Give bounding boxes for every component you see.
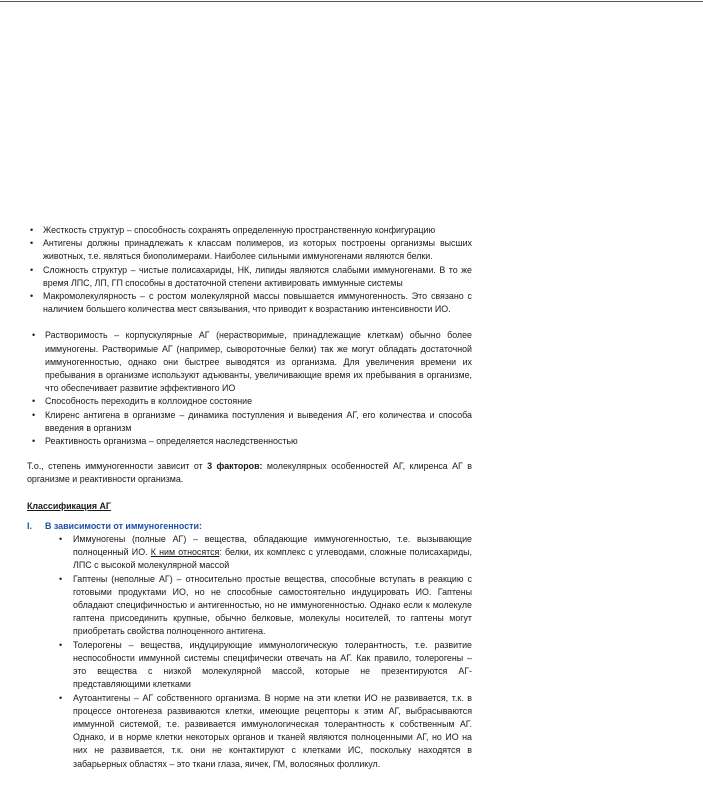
list-item: • Антигены должны принадлежать к классам полимеров, из которых построены организмы высших животных, т.е. являться биополимерами. Наиболее сильными иммуногенами являются белки. bbox=[27, 237, 472, 263]
list-item: • Гаптены (неполные АГ) – относительно простые вещества, способные вступать в реакцию с готовыми продуктами ИО, но не способные самостоятельно индуцировать ИО. Гаптены обладают специфичностью и антигенностью, но не иммуногенностью. Однако если к молекуле гаптена присоединить крупные, обычно белковые, молекулы носителей, то гаптены могут приобретать свойства полноценного антигена. bbox=[59, 573, 472, 639]
antigen-properties-list bbox=[27, 224, 472, 316]
summary-paragraph bbox=[27, 460, 472, 486]
organism-factors-list bbox=[27, 329, 472, 448]
list-item: • Реактивность организма – определяется наследственностью bbox=[29, 435, 472, 448]
section-number: I. bbox=[27, 520, 32, 531]
list-item bbox=[59, 533, 472, 573]
list-item: • Растворимость – корпускулярные АГ (нерастворимые, принадлежащие клеткам) обычно более иммуногены. Растворимые АГ (например, сывороточные белки) так же могут обладать достаточной иммуногенностью, однако они быстрее выводятся из организма. Для увеличения времени их пребывания в организме используют адъюванты, увеличивающие время их пребывания в организме, что обеспечивает развитие эффективного ИО bbox=[29, 329, 472, 395]
list-item: • Толерогены – вещества, индуцирующие иммунологическую толерантность, т.е. развитие неспособности иммунной системы специфически отвечать на АГ. Как правило, толерогены – это вещества с низкой молекулярной массой, которые не презентируются АГ-представляющими клетками bbox=[59, 639, 472, 692]
list-item: • Клиренс антигена в организме – динамика поступления и выведения АГ, его количества и способа введения в организм bbox=[29, 409, 472, 435]
list-item: • Жесткость структур – способность сохранять определенную пространственную конфигурацию bbox=[27, 224, 472, 237]
summary-bold: 3 факторов: bbox=[207, 461, 263, 472]
summary-after: молекулярных особенностей АГ, клиренса АГ в организме и реактивности организма. bbox=[27, 461, 472, 485]
top-border-line bbox=[0, 1, 703, 2]
classification-title: Классификация АГ bbox=[27, 500, 111, 511]
document-page bbox=[27, 224, 472, 771]
list-item: • Способность переходить в коллоидное состояние bbox=[29, 395, 472, 408]
list-item: • Аутоантигены – АГ собственного организма. В норме на эти клетки ИО не развивается, т.к. в процессе онтогенеза развиваются клетки, имеющие рецепторы к этим АГ, выбрасываются иммунной системой, т.е. развивается иммунологическая толерантность к собственным АГ. Однако, и в норме клетки некоторых органов и тканей являются полноценными АГ, но ИО на них не развивается, т.к. они не контактируют с клетками ИС, поскольку находятся в забарьерных областях – это ткани глаза, яичек, ГМ, волосяных фолликул. bbox=[59, 692, 472, 771]
item1-post: : белки, их комплекс с углеводами, сложные полисахариды, ЛПС с высокой молекулярной массой bbox=[73, 547, 472, 571]
item1-underlined: К ним относятся bbox=[150, 547, 220, 558]
immunogenicity-classes-list bbox=[27, 533, 472, 771]
list-item: • Сложность структур – чистые полисахариды, НК, липиды являются слабыми иммуногенами. В то же время ЛПС, ЛП, ГП способны в достаточной степени активировать иммунные системы bbox=[27, 264, 472, 290]
item1-pre: Иммуногены (полные АГ) – вещества, обладающие иммуногенностью, т.е. вызывающие полноценный ИО. bbox=[73, 534, 472, 558]
summary-before: Т.о., степень иммуногенности зависит от bbox=[27, 461, 208, 472]
list-item: • Макромолекулярность – с ростом молекулярной массы повышается иммуногенность. Это связано с наличием большего количества мест связывания, что приводит к возрастанию интенсивности ИО. bbox=[27, 290, 472, 316]
section-heading bbox=[27, 520, 472, 533]
section-title: В зависимости от иммуногенности: bbox=[45, 520, 202, 531]
